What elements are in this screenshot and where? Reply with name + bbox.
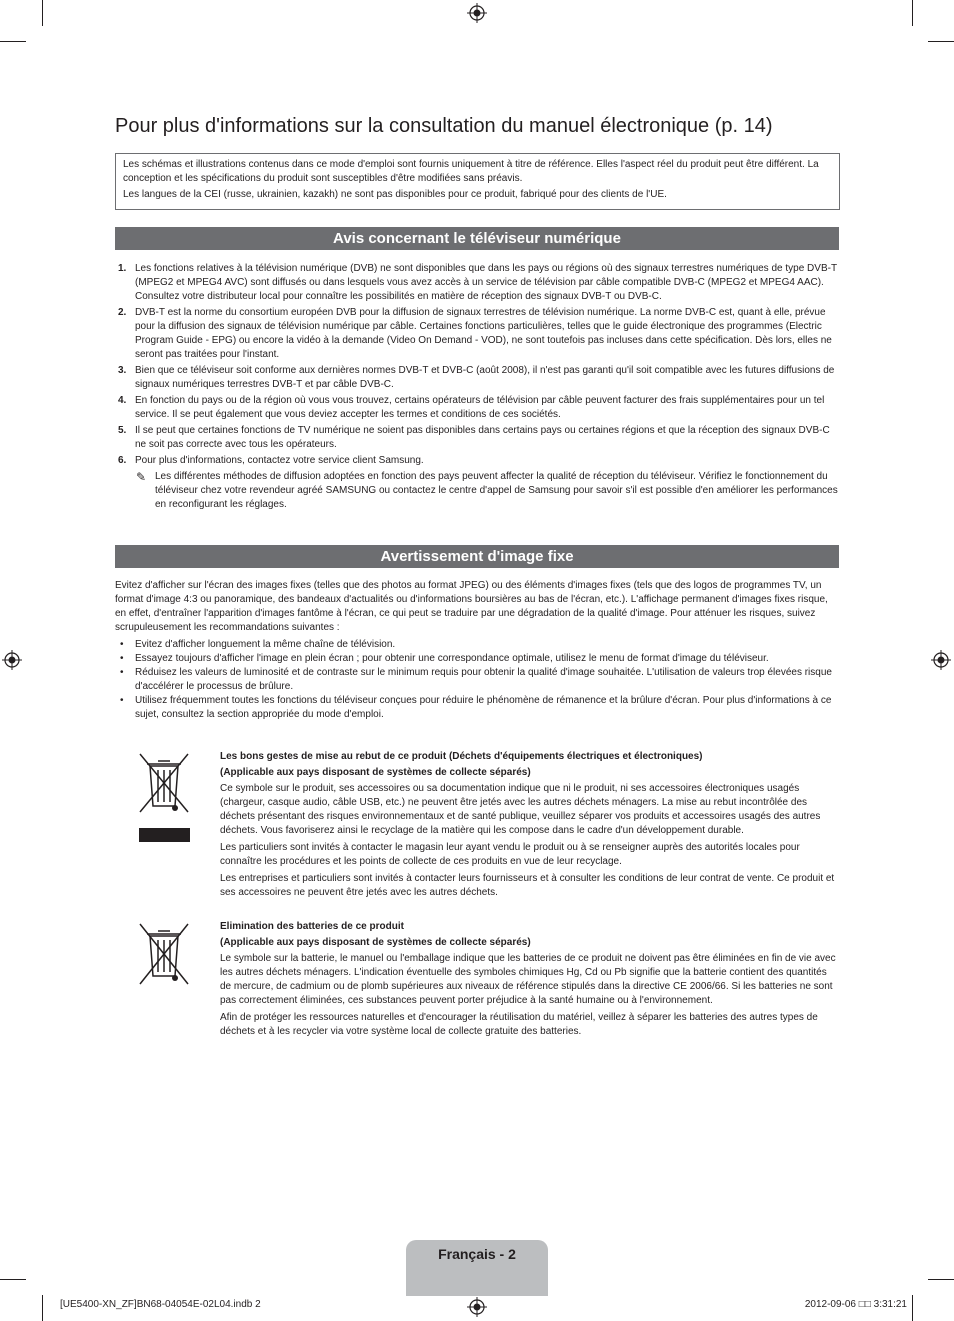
item-number: 2. xyxy=(118,307,127,318)
item-text: Essayez toujours d'afficher l'image en plein écran ; pour obtenir une correspondance optimale, utilisez le menu de format d'image du téléviseur. xyxy=(135,653,769,664)
crossed-wheeled-bin-icon xyxy=(136,922,192,988)
battery-paragraph: Le symbole sur la batterie, le manuel ou l'emballage indique que les batteries de ce produit ne doivent pas être éliminées en fin de vie avec les autres déchets ménagers. L'indication éventuelle des symboles chimiques Hg, Cd ou Pb signifie que la batterie contient des quantités de mercure, de cadmium ou de plomb supérieures aux niveaux de référence stipulés dans la directive CE 2006/66. Si les batteries ne sont pas correctement éliminées, ces substances peuvent porter préjudice à la santé humaine ou à l'environnement. xyxy=(220,953,836,1006)
registration-mark-icon xyxy=(467,1297,487,1317)
crop-mark xyxy=(912,1295,913,1321)
list-item xyxy=(115,652,839,666)
disposal-title: Les bons gestes de mise au rebut de ce produit (Déchets d'équipements électriques et électroniques) xyxy=(220,751,703,762)
disposal-paragraph: Ce symbole sur le produit, ses accessoires ou sa documentation indique que ni le produit, ni ses accessoires électroniques usagés (chargeur, casque audio, câble USB, etc.) ne peuvent être jetés avec les autres déchets ménagers. La mise au rebut incontrôlée des déchets présentant des risques environnementaux et de santé publique, veuillez séparer vos produits et accessoires usagés des autres déchets. Vous favoriserez ainsi le recyclage de la matière qui les compose dans le cadre d'un développement durable. xyxy=(220,783,821,836)
crop-mark xyxy=(0,1279,26,1280)
crop-mark xyxy=(0,41,26,42)
page-number: Français - 2 xyxy=(438,1246,516,1262)
list-item xyxy=(115,454,839,468)
bullet-icon: • xyxy=(120,653,124,664)
bullet-icon: • xyxy=(120,695,124,706)
registration-mark-icon xyxy=(2,650,22,670)
item-number: 6. xyxy=(118,455,127,466)
battery-disposal-section xyxy=(220,920,839,1042)
crop-mark xyxy=(42,0,43,26)
item-text: Evitez d'afficher longuement la même chaîne de télévision. xyxy=(135,639,396,650)
item-text: Pour plus d'informations, contactez votre service client Samsung. xyxy=(135,455,424,466)
weee-disposal-section xyxy=(220,750,839,903)
bullet-icon: • xyxy=(120,639,124,650)
list-item xyxy=(115,394,839,422)
print-date: 2012-09-06 □□ 3:31:21 xyxy=(804,1299,907,1310)
item-text: Utilisez fréquemment toutes les fonctions du téléviseur conçues pour réduire le phénomène de rémanence et la brûlure d'écran. Pour plus d'informations à ce sujet, consultez la section appropriée du mode d'emploi. xyxy=(135,695,832,720)
battery-paragraph: Afin de protéger les ressources naturelles et d'encourager la réutilisation du matériel, veillez à séparer les batteries des autres types de déchets et à les recycler via votre système local de collecte gratuite des batteries. xyxy=(220,1012,818,1037)
still-image-warning xyxy=(115,579,839,722)
registration-mark-icon xyxy=(467,3,487,23)
digital-tv-notice-list xyxy=(115,262,839,514)
note-text: Les différentes méthodes de diffusion adoptées en fonction des pays peuvent affecter la qualité de réception du téléviseur. Vérifiez le fonctionnement du téléviseur chez votre revendeur agréé SAMSUNG ou contactez le centre d'appel de Samsung pour savoir s'il est possible d'en améliorer les performances en reconfigurant les réglages. xyxy=(155,471,838,510)
crop-mark xyxy=(42,1295,43,1321)
notice-text: Les langues de la CEI (russe, ukrainien, kazakh) ne sont pas disponibles pour ce produit, fabriqué pour des clients de l'UE. xyxy=(123,189,667,200)
crop-mark xyxy=(912,0,913,26)
battery-title: Elimination des batteries de ce produit xyxy=(220,921,404,932)
item-number: 4. xyxy=(118,395,127,406)
item-text: Réduisez les valeurs de luminosité et de contraste sur le minimum requis pour obtenir la qualité d'image souhaitée. L'utilisation de valeurs trop élevées risque d'accélérer le processus de brûlure. xyxy=(135,667,832,692)
list-item xyxy=(115,694,839,722)
section-header-digital-tv: Avis concernant le téléviseur numérique xyxy=(115,227,839,250)
list-item xyxy=(115,364,839,392)
crop-mark xyxy=(928,41,954,42)
section-header-still-image: Avertissement d'image fixe xyxy=(115,545,839,568)
list-item xyxy=(115,666,839,694)
crop-mark xyxy=(928,1279,954,1280)
disposal-subtitle: (Applicable aux pays disposant de systèmes de collecte séparés) xyxy=(220,767,531,778)
registration-mark-icon xyxy=(931,650,951,670)
bullet-icon: • xyxy=(120,667,124,678)
item-text: Il se peut que certaines fonctions de TV numérique ne soient pas disponibles dans certains pays ou certaines régions et que la réception des signaux DVB-C ne soit pas correcte avec tous les opérateurs. xyxy=(135,425,830,450)
disposal-paragraph: Les entreprises et particuliers sont invités à contacter leurs fournisseurs et à consulter les conditions de leur contrat de vente. Ce produit et ses accessoires ne peuvent être jetés avec les autres déchets. xyxy=(220,873,835,898)
item-number: 1. xyxy=(118,263,127,274)
list-item xyxy=(115,306,839,362)
crossed-wheeled-bin-icon xyxy=(136,752,192,844)
note xyxy=(115,470,839,512)
file-info: [UE5400-XN_ZF]BN68-04054E-02L04.indb 2 xyxy=(60,1299,261,1310)
item-text: Bien que ce téléviseur soit conforme aux dernières normes DVB-T et DVB-C (août 2008), il n'est pas garanti qu'il soit compatible avec les futures diffusions de signaux numériques terrestres DVB-T et par câble DVB-C. xyxy=(135,365,835,390)
page-title: Pour plus d'informations sur la consultation du manuel électronique (p. 14) xyxy=(115,115,773,137)
item-number: 5. xyxy=(118,425,127,436)
disposal-paragraph: Les particuliers sont invités à contacter le magasin leur ayant vendu le produit ou à se renseigner auprès des autorités locales pour connaître les procédures et les points de collecte de ces produits en vue de leur recyclage. xyxy=(220,842,800,867)
list-item xyxy=(115,424,839,452)
battery-subtitle: (Applicable aux pays disposant de systèmes de collecte séparés) xyxy=(220,937,531,948)
list-item xyxy=(115,262,839,304)
list-item xyxy=(115,638,839,652)
notice-text: Les schémas et illustrations contenus dans ce mode d'emploi sont fournis uniquement à titre de référence. Elles l'aspect réel du produit peut être différent. La conception et les spécifications du produit sont susceptibles d'être modifiées sans préavis. xyxy=(123,159,819,184)
item-text: En fonction du pays ou de la région où vous vous trouvez, certains opérateurs de télévision par câble peuvent facturer des frais supplémentaires pour un tel service. Il se peut également que vous deviez accepter les termes et conditions de ces sociétés. xyxy=(135,395,825,420)
pencil-note-icon: ✎ xyxy=(136,470,147,484)
item-text: DVB-T est la norme du consortium européen DVB pour la diffusion de signaux terrestres de télévision numérique. La norme DVB-C est, quant à elle, prévue pour la diffusion des signaux de télévision numérique par câble. Certaines fonctions particulières, telles que le guide électronique des programmes (Electric Program Guide - EPG) ou encore la vidéo à la demande (Video On Demand - VOD), ne sont toutefois pas incluses dans cette spécification. Dès lors, elles ne seront pas traitées pour l'instant. xyxy=(135,307,832,360)
warning-intro: Evitez d'afficher sur l'écran des images fixes (telles que des photos au format JPEG) ou des éléments d'images fixes (tels que des logos de programmes TV, un format d'image 4:3 ou panoramique, des bandeaux d'actualités ou d'informations boursières au bas de l'écran, etc.). L'affichage permanent d'images fixes risque, en effet, d'entraîner l'apparition d'images fantôme à l'écran, ce qui peut se traduire par une dégradation de la qualité d'image. Pour atténuer les risques, suivez scrupuleusement les recommandations suivantes : xyxy=(115,580,828,633)
item-number: 3. xyxy=(118,365,127,376)
recommendation-list xyxy=(115,638,839,722)
item-text: Les fonctions relatives à la télévision numérique (DVB) ne sont disponibles que dans les pays ou régions où des signaux terrestres numériques de type DVB-T (MPEG2 et MPEG4 AVC) sont diffusés ou dans lesquels vous avez accès à un service de télévision par câble compatible DVB-C (MPEG2 et MPEG4 AAC). Consultez votre distributeur local pour connaître les possibilités en matière de réception des signaux DVB-T ou DVB-C. xyxy=(135,263,837,302)
notice-box xyxy=(115,153,840,210)
